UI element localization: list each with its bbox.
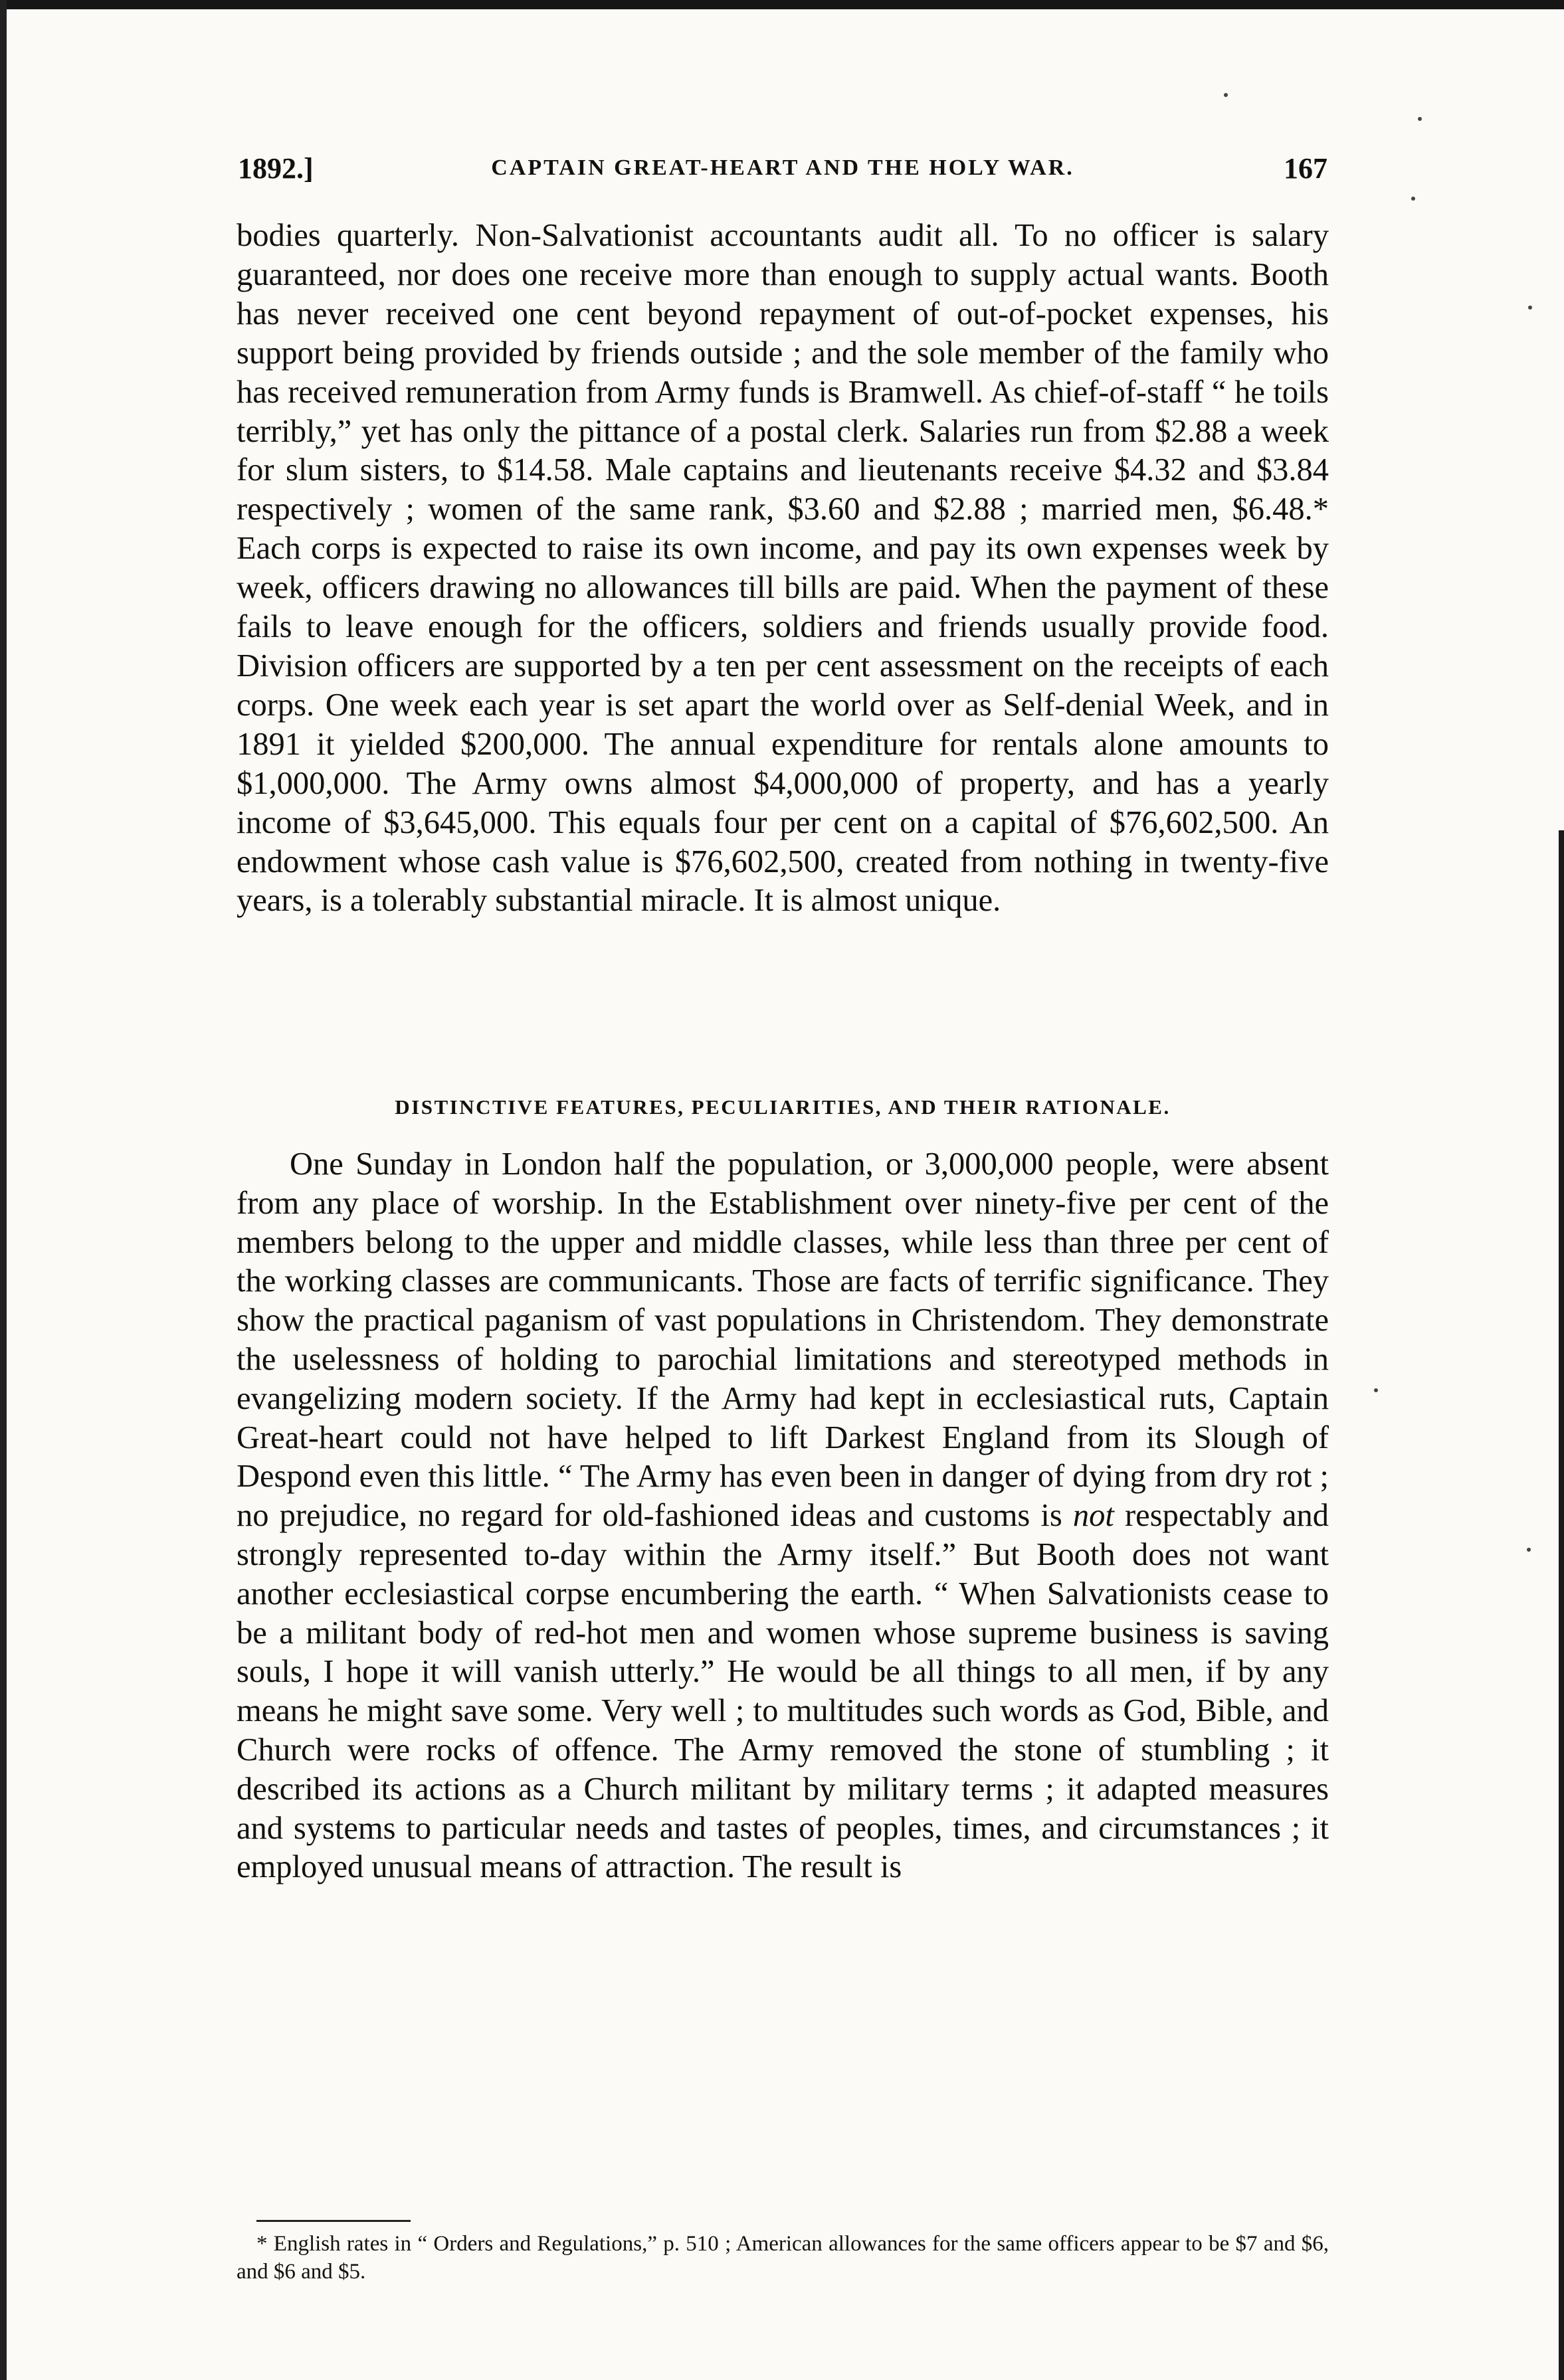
paragraph-text: [237, 1145, 1329, 1887]
scan-speck: [1418, 117, 1422, 121]
emphasis: not: [1072, 1498, 1114, 1534]
scan-speck: [1528, 306, 1532, 310]
section-heading: DISTINCTIVE FEATURES, PECULIARITIES, AND THEIR RATIONALE.: [395, 1095, 1171, 1119]
page-number: 167: [1284, 152, 1327, 185]
running-header: [238, 151, 1327, 191]
scan-border-right: [1559, 830, 1564, 2380]
scan-speck: [1374, 1388, 1378, 1392]
scan-border-top: [0, 0, 1564, 9]
paragraph-text-part: One Sunday in London half the population, or 3,000,000 people, were absent from any place of worship. In the Establishment over ninety-five per cent of the members belong to the upper and middle classes, while less than three per cent of the working classes are communicants. Those are facts of terrific significance. They show the practical paganism of vast populations in Christendom. They demonstrate the uselessness of holding to parochial limitations and stereotyped methods in evangelizing modern society. If the Army had kept in ecclesiastical ruts, Captain Great-heart could not have helped to lift Darkest England from its Slough of Despond even this little. “ The Army has even been in danger of dying from dry rot ; no prejudice, no regard for old-fashioned ideas and customs is: [237, 1146, 1329, 1534]
scan-border-left: [0, 0, 7, 2380]
paragraph-text: bodies quarterly. Non-Salvationist accountants audit all. To no officer is salary guaranteed, nor does one receive more than enough to supply actual wants. Booth has never received one cent beyond repayment of out-of-pocket expenses, his support being provided by friends outside ; and the sole member of the family who has received remuneration from Army funds is Bramwell. As chief-of-staff “ he toils terribly,” yet has only the pittance of a postal clerk. Salaries run from $2.88 a week for slum sisters, to $14.58. Male captains and lieutenants receive $4.32 and $3.84 respectively ; women of the same rank, $3.60 and $2.88 ; married men, $6.48.* Each corps is expected to raise its own income, and pay its own expenses week by week, officers drawing no allowances till bills are paid. When the payment of these fails to leave enough for the officers, soldiers and friends usually provide food. Division officers are supported by a ten per cent assessment on the receipts of each corps. One week each year is set apart the world over as Self-denial Week, and in 1891 it yielded $200,000. The annual expenditure for rentals alone amounts to $1,000,000. The Army owns almost $4,000,000 of property, and has a yearly income of $3,645,000. This equals four per cent on a capital of $76,602,500. An endowment whose cash value is $76,602,500, created from nothing in twenty-five years, is a tolerably substantial miracle. It is almost unique.: [237, 218, 1329, 919]
paragraph-text-part: respectably and strongly represented to-day within the Army itself.” But Booth does not want another ecclesiastical corpse encumbering the earth. “ When Salvationists cease to be a militant body of red-hot men and women whose supreme business is saving souls, I hope it will vanish utterly.” He would be all things to all men, if by any means he might save some. Very well ; to multitudes such words as God, Bible, and Church were rocks of offence. The Army removed the stone of stumbling ; it described its actions as a Church militant by military terms ; it adapted measures and systems to particular needs and tastes of peoples, times, and circumstances ; it employed unusual means of attraction. The result is: [237, 1498, 1329, 1885]
footnote-rule: [256, 2220, 411, 2222]
scan-speck: [1411, 197, 1415, 201]
scan-speck: [1527, 1548, 1531, 1552]
footnote: * English rates in “ Orders and Regulations,” p. 510 ; American allowances for the same officers appear to be $7 and $6, and $6 and $5.: [237, 2232, 1329, 2284]
header-title: CAPTAIN GREAT-HEART AND THE HOLY WAR.: [491, 155, 1074, 180]
scan-speck: [1224, 93, 1228, 97]
body-paragraph-1: [237, 217, 1329, 921]
header-year: 1892.]: [238, 152, 314, 185]
body-paragraph-2: [237, 1145, 1329, 1887]
